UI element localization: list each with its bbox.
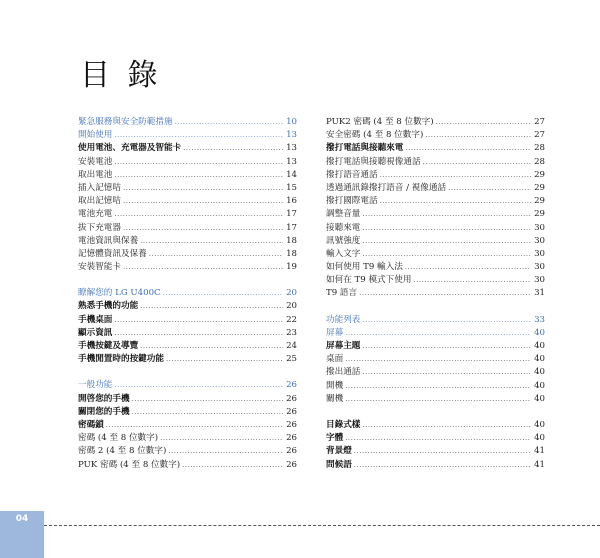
dot-leader — [380, 195, 531, 208]
toc-entry-label: 如何在 T9 模式下使用 — [326, 275, 412, 286]
toc-entry[interactable] — [78, 459, 297, 472]
toc-entry-page: 23 — [286, 327, 297, 338]
toc-entry-label: 密碼 2 (4 至 8 位數字) — [78, 446, 167, 457]
toc-entry-label: 背景燈 — [326, 446, 352, 457]
dot-leader — [362, 419, 531, 432]
toc-entry-label: 關閉您的手機 — [78, 406, 130, 417]
dot-leader — [163, 287, 283, 300]
toc-entry-page: 26 — [286, 406, 297, 417]
dot-leader — [362, 235, 531, 248]
toc-entry[interactable] — [326, 208, 545, 221]
toc-entry-page: 26 — [286, 459, 297, 470]
toc-entry[interactable] — [78, 235, 297, 248]
dot-leader — [123, 195, 283, 208]
dot-leader — [123, 222, 283, 235]
toc-entry-label: T9 語言 — [326, 288, 358, 299]
toc-entry-page: 41 — [534, 459, 545, 470]
dot-leader — [132, 393, 283, 406]
toc-entry-page: 19 — [286, 262, 297, 273]
toc-entry-page: 26 — [286, 380, 297, 391]
page-title: 目 錄 — [80, 58, 162, 93]
toc-entry-label: 取出記憶咭 — [78, 196, 121, 207]
toc-entry[interactable] — [78, 300, 297, 313]
footer-dashed-divider — [44, 525, 600, 526]
toc-entry-label: 安裝智能卡 — [78, 262, 121, 273]
dot-leader — [175, 116, 283, 129]
dot-leader — [114, 129, 283, 142]
toc-entry-page: 40 — [534, 367, 545, 378]
dot-leader — [166, 353, 283, 366]
toc-entry[interactable] — [78, 208, 297, 221]
toc-entry[interactable] — [326, 142, 545, 155]
dot-leader — [448, 182, 531, 195]
toc-entry-label: 桌面 — [326, 354, 344, 365]
dot-leader — [140, 235, 283, 248]
toc-entry-label: 緊急服務與安全防範措施 — [78, 117, 173, 127]
dot-leader — [345, 380, 531, 393]
toc-entry-page: 40 — [534, 380, 545, 391]
toc-entry[interactable] — [326, 248, 545, 261]
toc-entry-page: 29 — [534, 169, 545, 180]
toc-entry-page: 30 — [534, 248, 545, 259]
dot-leader — [345, 327, 531, 340]
toc-entry-label: 密碼 (4 至 8 位數字) — [78, 433, 159, 444]
toc-entry-page: 10 — [286, 117, 297, 127]
toc-entry-label: 插入記憶咭 — [78, 182, 121, 193]
toc-entry[interactable] — [326, 156, 545, 169]
dot-leader — [405, 142, 531, 155]
toc-entry-page: 18 — [286, 248, 297, 259]
dot-leader — [362, 340, 531, 353]
toc-entry[interactable] — [326, 169, 545, 182]
toc-entry-page: 40 — [534, 341, 545, 351]
toc-entry-label: 手機閒置時的按鍵功能 — [78, 354, 164, 365]
toc-entry[interactable] — [78, 156, 297, 169]
toc-entry-page: 30 — [534, 235, 545, 246]
toc-entry-label: 記憶體資訊及保養 — [78, 248, 147, 259]
toc-entry-label: 關機 — [326, 393, 344, 404]
dot-leader — [123, 261, 283, 274]
toc-entry-page: 26 — [286, 433, 297, 444]
toc-entry-label: 開始使用 — [78, 130, 113, 141]
toc-entry[interactable] — [78, 314, 297, 327]
toc-entry-label: 安全密碼 (4 至 8 位數字) — [326, 130, 424, 141]
toc-entry[interactable] — [326, 287, 545, 300]
toc-entry-page: 25 — [286, 354, 297, 365]
toc-entry[interactable] — [326, 459, 545, 472]
dot-leader — [168, 445, 283, 458]
toc-entry-page: 17 — [286, 222, 297, 233]
dot-leader — [362, 222, 531, 235]
toc-entry-label: 如何使用 T9 輸入法 — [326, 262, 403, 273]
toc-entry[interactable] — [326, 380, 545, 393]
dot-leader — [114, 314, 283, 327]
toc-entry-label: 電池充電 — [78, 209, 113, 220]
toc-entry-label: 功能列表 — [326, 314, 361, 325]
toc-entry[interactable] — [78, 419, 297, 432]
dot-leader — [362, 314, 531, 327]
toc-entry-page: 14 — [286, 169, 297, 180]
toc-entry[interactable] — [326, 353, 545, 366]
toc-entry-page: 20 — [286, 288, 297, 299]
toc-entry-label: 開機 — [326, 380, 344, 391]
toc-entry[interactable] — [78, 169, 297, 182]
toc-entry[interactable] — [326, 195, 545, 208]
toc-entry-label: 撥出通話 — [326, 367, 361, 378]
toc-entry-label: 透過通訊錄撥打語音 / 視像通話 — [326, 182, 447, 193]
dot-leader — [114, 379, 283, 392]
toc-entry-label: 使用電池、充電器及智能卡 — [78, 143, 182, 154]
toc-entry-page: 13 — [286, 130, 297, 141]
toc-entry-page: 26 — [286, 393, 297, 404]
dot-leader — [413, 274, 531, 287]
toc-entry-label: PUK2 密碼 (4 至 8 位數字) — [326, 117, 434, 127]
toc-entry-label: 撥打語音通話 — [326, 169, 378, 180]
toc-entry[interactable] — [326, 261, 545, 274]
toc-entry[interactable] — [326, 445, 545, 458]
toc-entry[interactable] — [326, 432, 545, 445]
toc-entry[interactable] — [326, 222, 545, 235]
toc-entry-page: 33 — [534, 314, 545, 325]
toc-entry[interactable] — [326, 116, 545, 129]
toc-entry[interactable] — [326, 274, 545, 287]
toc-entry-label: 訊號強度 — [326, 235, 361, 246]
toc-entry-label: 拔下充電器 — [78, 222, 121, 233]
dot-leader — [114, 208, 283, 221]
toc-entry-page: 24 — [286, 341, 297, 351]
dot-leader — [114, 156, 283, 169]
toc-entry-label: 屏幕主題 — [326, 341, 361, 351]
toc-entry-label: 手機按鍵及導覽 — [78, 341, 139, 351]
toc-entry-page: 27 — [534, 130, 545, 141]
toc-left-column — [78, 116, 297, 472]
dot-leader — [345, 353, 531, 366]
toc-entry-page: 30 — [534, 275, 545, 286]
toc-entry-label: 電池資訊與保養 — [78, 235, 139, 246]
dot-leader — [359, 287, 531, 300]
toc-entry-label: 顯示資訊 — [78, 327, 113, 338]
section-gap — [326, 406, 545, 419]
toc-entry-page: 15 — [286, 182, 297, 193]
dot-leader — [380, 169, 531, 182]
toc-section-heading[interactable] — [78, 129, 297, 142]
dot-leader — [182, 459, 283, 472]
toc-entry[interactable] — [78, 340, 297, 353]
toc-entry[interactable] — [78, 195, 297, 208]
toc-section-heading[interactable] — [326, 327, 545, 340]
dot-leader — [362, 248, 531, 261]
toc-entry-page: 30 — [534, 222, 545, 233]
toc-entry[interactable] — [78, 142, 297, 155]
toc-entry-page: 40 — [534, 393, 545, 404]
toc-entry[interactable] — [78, 406, 297, 419]
dot-leader — [362, 366, 531, 379]
toc-entry-page: 28 — [534, 156, 545, 167]
toc-entry-page: 29 — [534, 182, 545, 193]
toc-right-column — [326, 116, 545, 472]
toc-entry-label: 字體 — [326, 433, 344, 444]
toc-entry-page: 40 — [534, 327, 545, 338]
toc-entry[interactable] — [78, 248, 297, 261]
toc-entry-label: 安裝電池 — [78, 156, 113, 167]
toc-entry-label: 撥打國際電話 — [326, 196, 378, 207]
section-gap — [78, 366, 297, 379]
dot-leader — [140, 340, 283, 353]
toc-entry-label: 取出電池 — [78, 169, 113, 180]
toc-entry[interactable] — [78, 327, 297, 340]
section-gap — [326, 301, 545, 314]
toc-entry-label: 開啓您的手機 — [78, 393, 130, 404]
toc-entry-page: 20 — [286, 301, 297, 312]
toc-entry-label: 密碼鎖 — [78, 419, 104, 430]
toc-entry-page: 29 — [534, 196, 545, 207]
toc-entry-label: 屏幕 — [326, 327, 344, 338]
toc-entry[interactable] — [78, 261, 297, 274]
toc-entry-label: 接聽來電 — [326, 222, 361, 233]
toc-entry[interactable] — [78, 432, 297, 445]
toc-entry-label: 手機桌面 — [78, 314, 113, 325]
toc-entry[interactable] — [326, 419, 545, 432]
toc-entry-label: 熟悉手機的功能 — [78, 301, 139, 312]
toc-entry-page: 27 — [534, 117, 545, 127]
toc-entry[interactable] — [326, 129, 545, 142]
toc-entry-label: 一般功能 — [78, 380, 113, 391]
toc-entry[interactable] — [78, 182, 297, 195]
toc-entry[interactable] — [326, 340, 545, 353]
toc-entry[interactable] — [78, 353, 297, 366]
toc-entry-page: 26 — [286, 446, 297, 457]
toc-entry-page: 26 — [286, 419, 297, 430]
toc-entry-page: 40 — [534, 419, 545, 430]
toc-entry-page: 17 — [286, 209, 297, 220]
toc-entry-label: 撥打電話與接聽來電 — [326, 143, 404, 154]
toc-entry-label: 目錄式樣 — [326, 419, 361, 430]
toc-entry-page: 13 — [286, 156, 297, 167]
toc-entry[interactable] — [78, 393, 297, 406]
toc-entry[interactable] — [326, 182, 545, 195]
toc-entry[interactable] — [326, 235, 545, 248]
toc-entry-page: 40 — [534, 433, 545, 444]
toc-entry-page: 22 — [286, 314, 297, 325]
toc-entry-page: 40 — [534, 354, 545, 365]
dot-leader — [140, 300, 283, 313]
dot-leader — [132, 406, 283, 419]
toc-section-heading[interactable] — [78, 116, 297, 129]
dot-leader — [362, 208, 531, 221]
toc-entry-page: 28 — [534, 143, 545, 154]
dot-leader — [425, 129, 531, 142]
dot-leader — [345, 432, 531, 445]
dot-leader — [436, 116, 531, 129]
toc-entry-label: PUK 密碼 (4 至 8 位數字) — [78, 459, 181, 470]
toc-entry-page: 29 — [534, 209, 545, 220]
toc-entry-label: 調整音量 — [326, 209, 361, 220]
toc-entry[interactable] — [78, 445, 297, 458]
page-number: 04 — [15, 514, 29, 524]
toc-entry[interactable] — [78, 222, 297, 235]
section-gap — [78, 274, 297, 287]
toc-entry-label: 輸入文字 — [326, 248, 361, 259]
dot-leader — [354, 459, 531, 472]
toc-entry-page: 18 — [286, 235, 297, 246]
toc-section-heading[interactable] — [326, 314, 545, 327]
toc-entry-label: 撥打電話與接聽視像通話 — [326, 156, 421, 167]
dot-leader — [123, 182, 283, 195]
dot-leader — [423, 156, 531, 169]
dot-leader — [345, 393, 531, 406]
dot-leader — [405, 261, 531, 274]
dot-leader — [114, 169, 283, 182]
toc-entry[interactable] — [326, 393, 545, 406]
dot-leader — [149, 248, 283, 261]
toc-entry-label: 瞭解您的 LG U400C — [78, 288, 161, 299]
dot-leader — [160, 432, 283, 445]
toc-entry-label: 問候語 — [326, 459, 352, 470]
toc-entry-page: 41 — [534, 446, 545, 457]
toc-entry-page: 13 — [286, 143, 297, 154]
dot-leader — [114, 327, 283, 340]
toc-entry-page: 31 — [534, 288, 545, 299]
toc-entry-page: 30 — [534, 262, 545, 273]
toc-section-heading[interactable] — [78, 287, 297, 300]
dot-leader — [354, 445, 531, 458]
dot-leader — [106, 419, 283, 432]
toc-section-heading[interactable] — [78, 379, 297, 392]
toc-entry[interactable] — [326, 366, 545, 379]
dot-leader — [183, 142, 283, 155]
toc-entry-page: 16 — [286, 196, 297, 207]
